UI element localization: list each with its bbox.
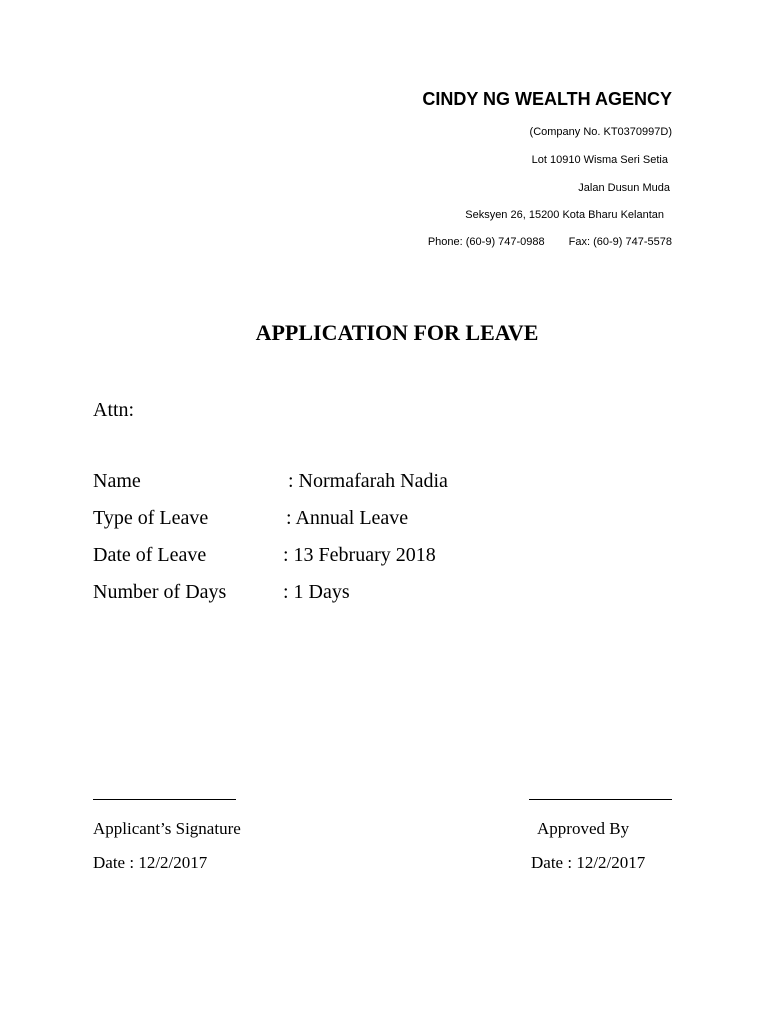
field-value: : Normafarah Nadia: [288, 470, 448, 492]
field-row-leave-date: [93, 544, 436, 574]
address-line-3: Seksyen 26, 15200 Kota Bharu Kelantan: [465, 209, 664, 221]
address-line-2: Jalan Dusun Muda: [578, 182, 670, 194]
approved-by-label: Approved By: [537, 819, 630, 838]
field-label: Type of Leave: [93, 507, 209, 529]
field-label: Name: [93, 470, 141, 492]
field-row-name: [93, 470, 448, 500]
field-label: Number of Days: [93, 581, 227, 603]
company-registration: (Company No. KT0370997D): [529, 126, 672, 138]
document-title: APPLICATION FOR LEAVE: [255, 320, 539, 345]
applicant-date: Date : 12/2/2017: [93, 853, 208, 872]
field-value: : 1 Days: [283, 581, 350, 603]
approver-signature-line: [529, 799, 672, 800]
phone-number: Phone: (60-9) 747-0988: [427, 236, 545, 248]
field-label: Date of Leave: [93, 544, 207, 566]
applicant-signature-label: Applicant’s Signature: [93, 819, 241, 838]
field-row-number-of-days: [93, 581, 350, 611]
applicant-signature-line: [93, 799, 236, 800]
field-value: : Annual Leave: [286, 507, 409, 529]
attn-label: Attn:: [93, 399, 135, 421]
company-name: CINDY NG WEALTH AGENCY: [422, 89, 672, 109]
address-line-1: Lot 10910 Wisma Seri Setia: [531, 154, 668, 166]
field-value: : 13 February 2018: [283, 544, 436, 566]
contact-line: [428, 236, 672, 248]
field-row-leave-type: [93, 507, 409, 537]
fax-number: Fax: (60-9) 747-5578: [568, 236, 672, 248]
approver-date: Date : 12/2/2017: [531, 853, 646, 872]
